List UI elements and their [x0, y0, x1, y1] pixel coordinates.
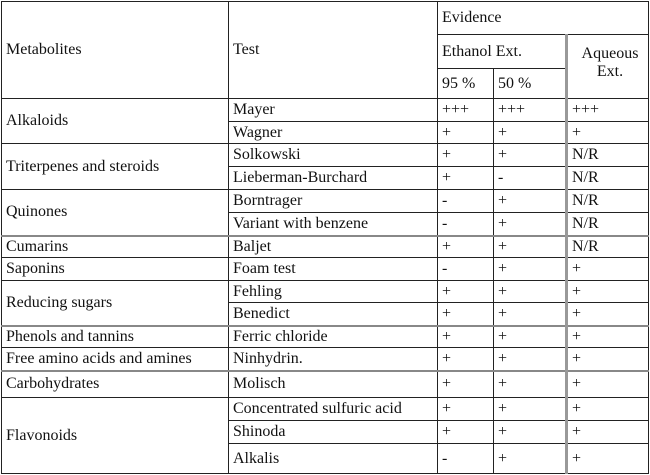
aqueous-cell: N/R: [567, 144, 649, 167]
metabolite-cell: Phenols and tannins: [2, 326, 229, 348]
aqueous-cell: +: [567, 122, 649, 144]
ethanol-95-cell: +: [438, 144, 494, 167]
header-ethanol: Ethanol Ext.: [438, 35, 567, 69]
metabolite-cell: Triterpenes and steroids: [2, 144, 229, 190]
ethanol-50-cell: +: [494, 421, 567, 444]
ethanol-95-cell: +: [438, 421, 494, 444]
ethanol-95-cell: +: [438, 371, 494, 398]
aqueous-cell: N/R: [567, 236, 649, 258]
ethanol-50-cell: +: [494, 144, 567, 167]
table-row: [2, 144, 649, 167]
ethanol-50-cell: +: [494, 348, 567, 371]
table-row: [2, 258, 649, 281]
ethanol-50-cell: +: [494, 281, 567, 303]
test-cell: Lieberman-Burchard: [229, 167, 438, 190]
ethanol-50-cell: +: [494, 303, 567, 326]
ethanol-95-cell: +: [438, 326, 494, 348]
test-cell: Alkalis: [229, 444, 438, 474]
metabolite-cell: Alkaloids: [2, 99, 229, 144]
aqueous-cell: +: [567, 421, 649, 444]
ethanol-50-cell: +++: [494, 99, 567, 122]
test-cell: Solkowski: [229, 144, 438, 167]
table-row: [2, 326, 649, 348]
ethanol-95-cell: -: [438, 213, 494, 236]
ethanol-95-cell: +: [438, 303, 494, 326]
test-cell: Foam test: [229, 258, 438, 281]
ethanol-95-cell: +: [438, 281, 494, 303]
table-row: [2, 398, 649, 421]
ethanol-95-cell: +: [438, 398, 494, 421]
aqueous-cell: +: [567, 444, 649, 474]
ethanol-95-cell: +: [438, 348, 494, 371]
test-cell: Baljet: [229, 236, 438, 258]
test-cell: Wagner: [229, 122, 438, 144]
ethanol-95-cell: +: [438, 122, 494, 144]
ethanol-50-cell: +: [494, 122, 567, 144]
aqueous-cell: +: [567, 258, 649, 281]
aqueous-cell: +: [567, 398, 649, 421]
aqueous-cell: +: [567, 371, 649, 398]
ethanol-50-cell: +: [494, 190, 567, 213]
metabolite-cell: Saponins: [2, 258, 229, 281]
aqueous-cell: N/R: [567, 213, 649, 236]
metabolite-cell: Free amino acids and amines: [2, 348, 229, 371]
header-evidence: Evidence: [438, 2, 649, 35]
metabolite-cell: Carbohydrates: [2, 371, 229, 398]
test-cell: Molisch: [229, 371, 438, 398]
ethanol-50-cell: +: [494, 236, 567, 258]
metabolites-table: [1, 1, 649, 474]
header-test: Test: [229, 2, 438, 99]
header-metabolites: Metabolites: [2, 2, 229, 99]
test-cell: Shinoda: [229, 421, 438, 444]
ethanol-50-cell: +: [494, 398, 567, 421]
metabolite-cell: Flavonoids: [2, 398, 229, 474]
header-95: 95 %: [438, 69, 494, 99]
aqueous-cell: +: [567, 281, 649, 303]
metabolite-cell: Reducing sugars: [2, 281, 229, 326]
test-cell: Ferric chloride: [229, 326, 438, 348]
table-row: [2, 99, 649, 122]
table-row: [2, 236, 649, 258]
ethanol-50-cell: +: [494, 371, 567, 398]
metabolite-cell: Quinones: [2, 190, 229, 236]
table-row: [2, 371, 649, 398]
metabolite-cell: Cumarins: [2, 236, 229, 258]
ethanol-50-cell: +: [494, 326, 567, 348]
ethanol-95-cell: +++: [438, 99, 494, 122]
test-cell: Variant with benzene: [229, 213, 438, 236]
ethanol-50-cell: -: [494, 167, 567, 190]
ethanol-95-cell: -: [438, 444, 494, 474]
test-cell: Borntrager: [229, 190, 438, 213]
test-cell: Ninhydrin.: [229, 348, 438, 371]
table-row: [2, 281, 649, 303]
ethanol-95-cell: +: [438, 167, 494, 190]
aqueous-cell: +: [567, 348, 649, 371]
table-row: [2, 348, 649, 371]
aqueous-cell: +++: [567, 99, 649, 122]
table-row: [2, 190, 649, 213]
ethanol-95-cell: -: [438, 258, 494, 281]
header-aqueous: Aqueous Ext.: [567, 35, 649, 99]
aqueous-cell: +: [567, 303, 649, 326]
ethanol-95-cell: +: [438, 236, 494, 258]
aqueous-cell: N/R: [567, 167, 649, 190]
ethanol-50-cell: +: [494, 213, 567, 236]
test-cell: Mayer: [229, 99, 438, 122]
aqueous-cell: +: [567, 326, 649, 348]
header-50: 50 %: [494, 69, 567, 99]
aqueous-cell: N/R: [567, 190, 649, 213]
test-cell: Benedict: [229, 303, 438, 326]
ethanol-50-cell: +: [494, 258, 567, 281]
ethanol-50-cell: +: [494, 444, 567, 474]
ethanol-95-cell: -: [438, 190, 494, 213]
test-cell: Fehling: [229, 281, 438, 303]
test-cell: Concentrated sulfuric acid: [229, 398, 438, 421]
